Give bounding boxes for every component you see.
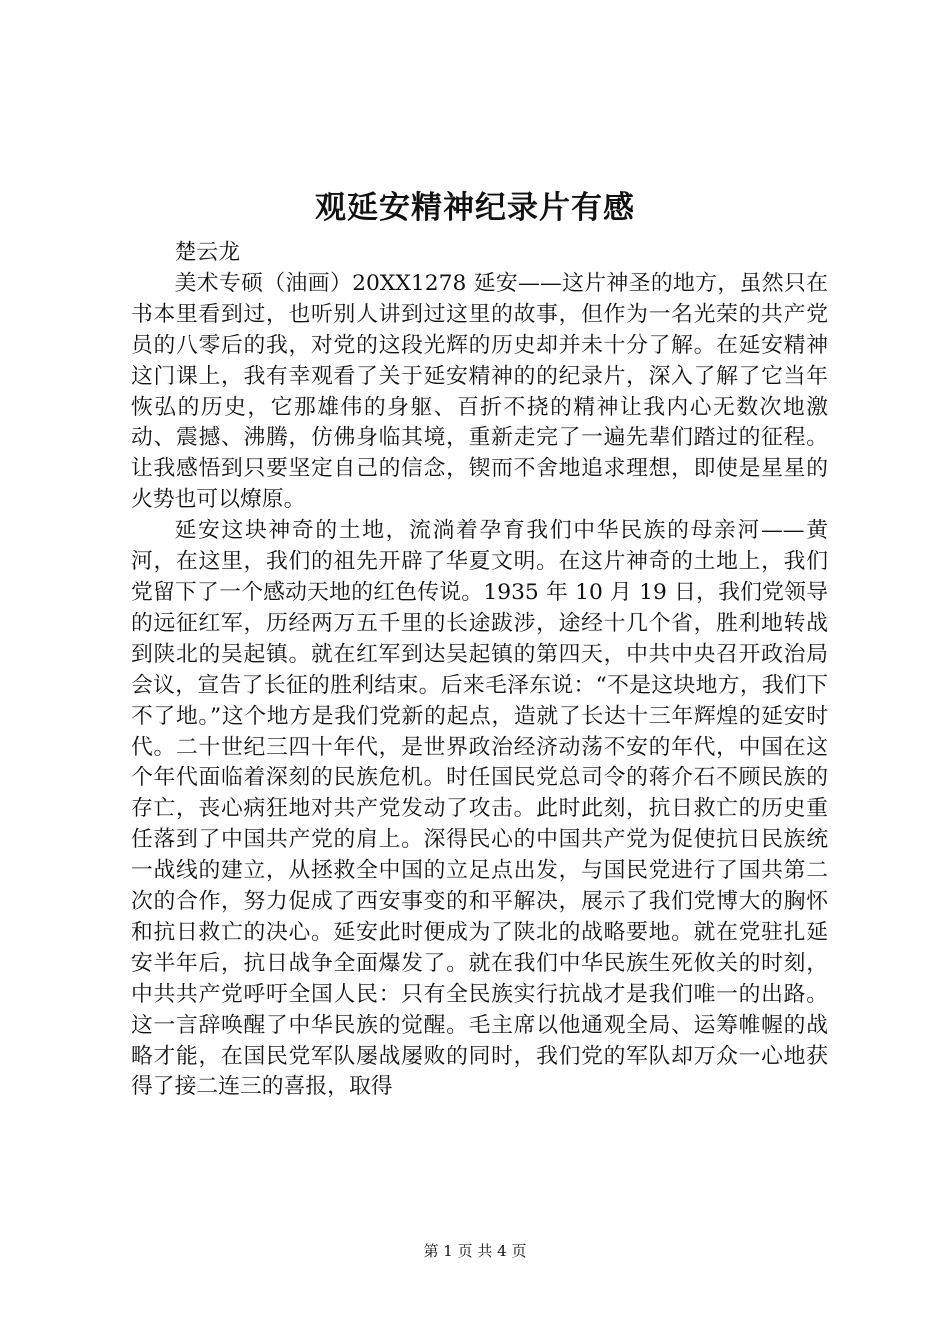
paragraph-2: 延安这块神奇的土地，流淌着孕育我们中华民族的母亲河——黄河，在这里，我们的祖先开辟了华夏文明。在这片神奇的土地上，我们党留下了一个感动天地的红色传说。1935 年 10 月 19 日，我们党领导的远征红军，历经两万五千里的长途跋涉，途经十几个省，胜利地转战到陕北的吴起镇。就在红军到达吴起镇的第四天，中共中央召开政治局会议，宣告了长征的胜利结束。后来毛泽东说：“不是这块地方，我们下不了地。”这个地方是我们党新的起点，造就了长达十三年辉煌的延安时代。二十世纪三四十年代，是世界政治经济动荡不安的年代，中国在这个年代面临着深刻的民族危机。时任国民党总司令的蒋介石不顾民族的存亡，丧心病狂地对共产党发动了攻击。此时此刻，抗日救亡的历史重任落到了中国共产党的肩上。深得民心的中国共产党为促使抗日民族统一战线的建立，从拯救全中国的立足点出发，与国民党进行了国共第二次的合作，努力促成了西安事变的和平解决，展示了我们党博大的胸怀和抗日救亡的决心。延安此时便成为了陕北的战略要地。就在党驻扎延安半年后，抗日战争全面爆发了。就在我们中华民族生死攸关的时刻，中共共产党呼吁全国人民：只有全民族实行抗战才是我们唯一的出路。这一言辞唤醒了中华民族的觉醒。毛主席以他通观全局、运筹帷幄的战略才能，在国民党军队屡战屡败的同时，我们党的军队却万众一心地获得了接二连三的喜报，取得: [131, 518, 828, 1100]
page-number-footer: 第 1 页 共 4 页: [423, 1242, 527, 1260]
document-body: [131, 238, 828, 1103]
author-name: 楚云龙: [174, 240, 240, 265]
document-title: 观延安精神纪录片有感: [315, 190, 635, 226]
paragraph-1: 美术专硕（油画）20XX1278 延安——这片神圣的地方，虽然只在书本里看到过，也听别人讲到过这里的故事，但作为一名光荣的共产党员的八零后的我，对党的这段光辉的历史却并未十分了解。在延安精神这门课上，我有幸观看了关于延安精神的的纪录片，深入了解了它当年恢弘的历史，它那雄伟的身躯、百折不挠的精神让我内心无数次地激动、震撼、沸腾，仿佛身临其境，重新走完了一遍先辈们踏过的征程。让我感悟到只要坚定自己的信念，锲而不舍地追求理想，即使是星星的火势也可以燎原。: [131, 270, 828, 513]
